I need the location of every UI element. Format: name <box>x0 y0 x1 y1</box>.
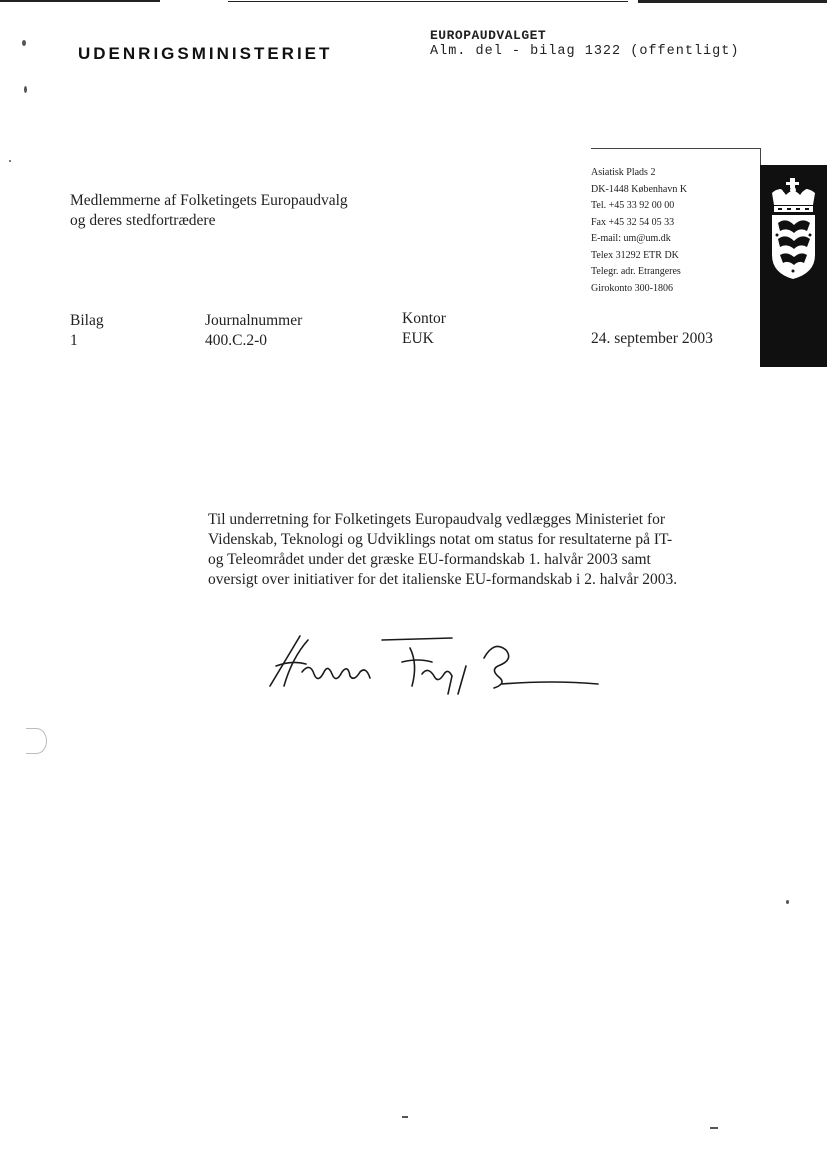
address-rule-tick <box>760 148 761 166</box>
body-line-2: Videnskab, Teknologi og Udviklings notat om status for resultaterne på IT- <box>208 531 673 548</box>
signature <box>262 628 607 703</box>
journal-value: 400.C.2-0 <box>205 332 267 349</box>
journal-label: Journalnummer <box>205 312 303 329</box>
kontor-value: EUK <box>402 330 434 347</box>
scan-speck <box>22 40 26 46</box>
address-giro: Girokonto 300-1806 <box>591 282 673 294</box>
body-line-4: oversigt over initiativer for det italienske EU-formandskab i 2. halvår 2003. <box>208 571 678 588</box>
body-line-3: og Teleområdet under det græske EU-formandskab 1. halvår 2003 samt <box>208 551 651 568</box>
bilag-label: Bilag <box>70 312 104 329</box>
scan-speck <box>402 1116 408 1118</box>
stamp-line-1: EUROPAUDVALGET <box>430 28 547 43</box>
top-rule-right <box>638 0 827 3</box>
letter-date: 24. september 2003 <box>591 330 713 347</box>
scan-speck <box>710 1127 718 1129</box>
address-telegr: Telegr. adr. Etrangeres <box>591 266 681 277</box>
bilag-value: 1 <box>70 332 78 349</box>
scan-speck <box>24 86 27 93</box>
stamp-line-2: Alm. del - bilag 1322 (offentligt) <box>430 44 740 59</box>
address-telex: Telex 31292 ETR DK <box>591 249 679 261</box>
address-email: E-mail: um@um.dk <box>591 233 671 244</box>
body-paragraph <box>208 510 748 590</box>
ministry-name: UDENRIGSMINISTERIET <box>78 44 333 63</box>
body-line-1: Til underretning for Folketingets Europaudvalg vedlægges Ministeriet for <box>208 511 666 528</box>
recipient-line-2: og deres stedfortrædere <box>70 212 216 229</box>
punch-hole-mark <box>26 728 47 754</box>
committee-stamp <box>430 28 739 59</box>
address-rule <box>591 148 761 149</box>
bilag-block <box>70 311 104 351</box>
scan-speck <box>9 160 11 162</box>
recipient-block <box>70 191 348 231</box>
kontor-block <box>402 309 446 349</box>
address-city: DK-1448 København K <box>591 183 688 195</box>
address-street: Asiatisk Plads 2 <box>591 167 656 178</box>
handwritten-signature <box>262 628 607 698</box>
top-rule-middle <box>228 1 628 2</box>
address-tel: Tel. +45 33 92 00 00 <box>591 200 675 211</box>
kontor-label: Kontor <box>402 310 446 327</box>
address-block <box>591 165 687 297</box>
recipient-line-1: Medlemmerne af Folketingets Europaudvalg <box>70 192 348 209</box>
address-fax: Fax +45 32 54 05 33 <box>591 216 675 228</box>
scan-speck <box>786 900 789 904</box>
journal-block <box>205 311 302 351</box>
danish-coat-of-arms-icon <box>760 165 827 367</box>
top-rule-left <box>0 0 160 2</box>
emblem-bar <box>760 165 827 367</box>
